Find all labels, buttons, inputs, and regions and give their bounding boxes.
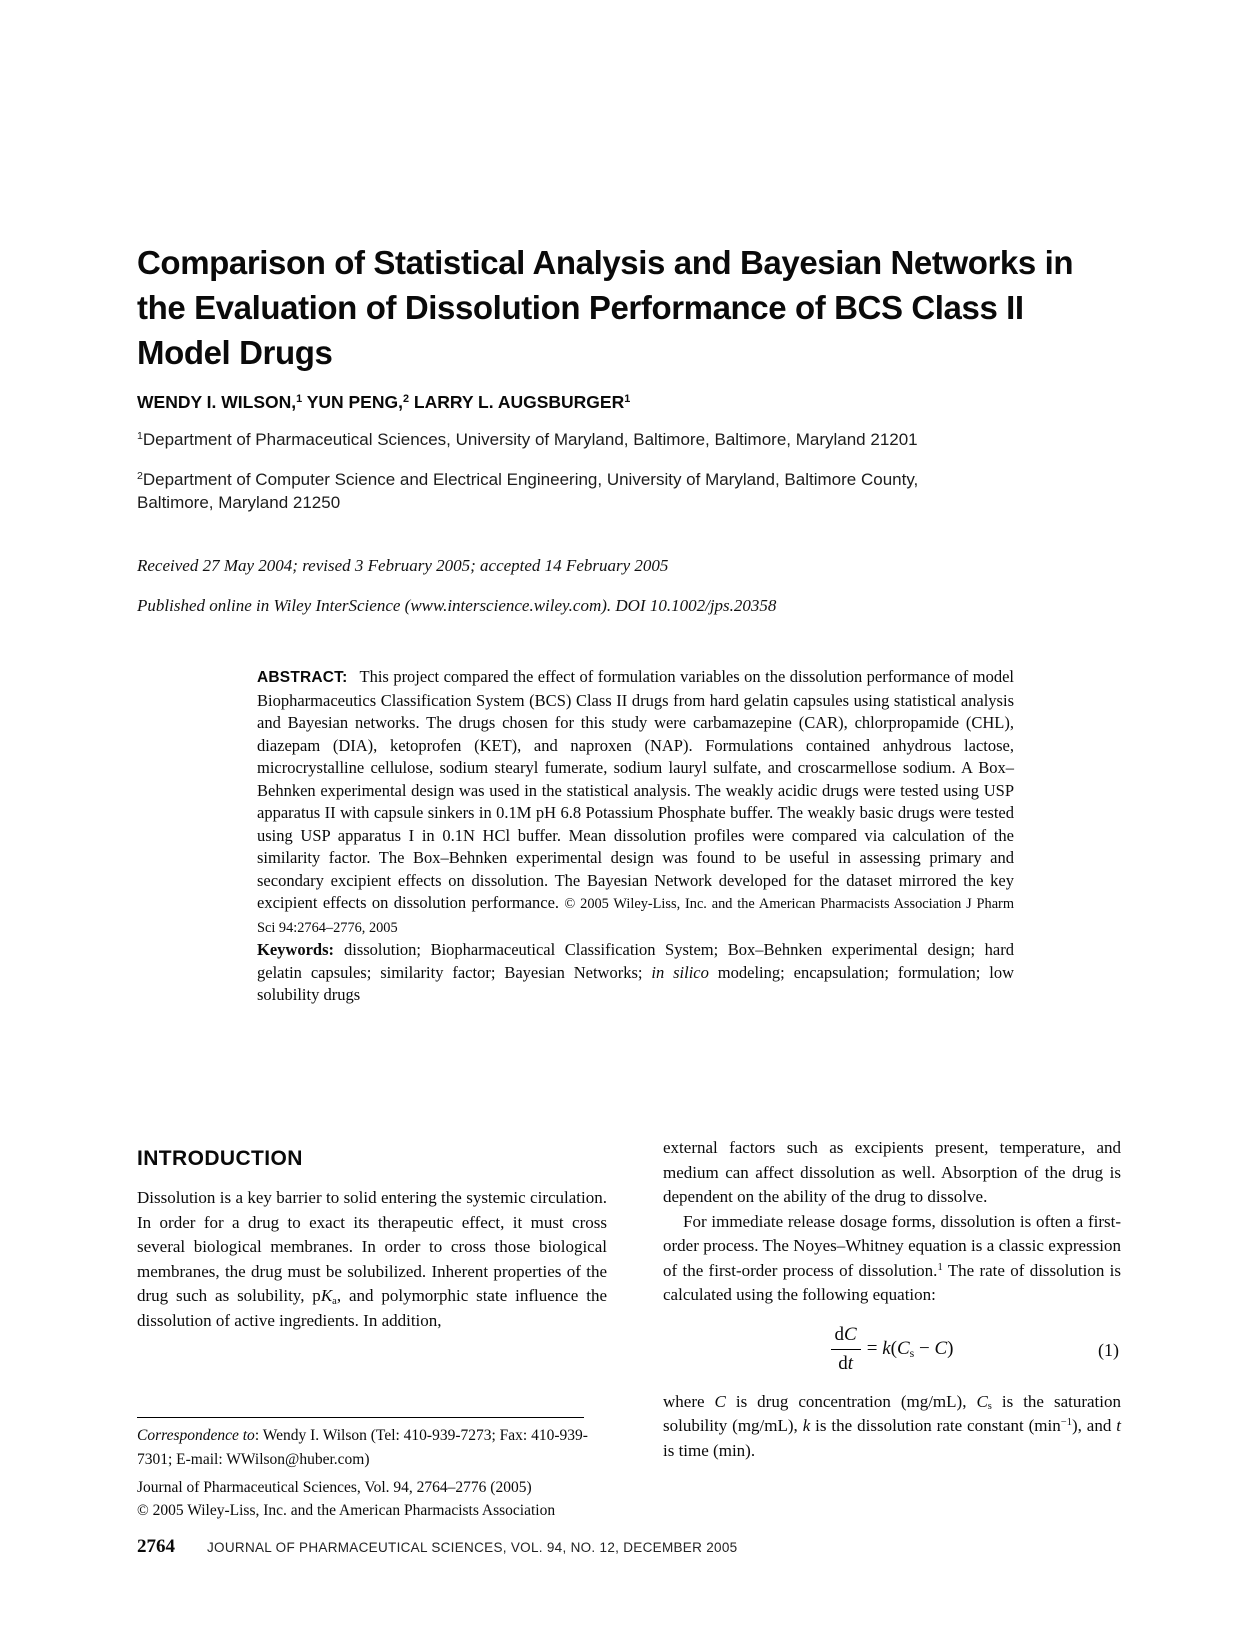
abstract-block [257, 666, 1014, 1007]
affiliation-2: $^2$Department of Computer Science and Electrical Engineering, University of Maryland, Baltimore County, Baltimore, Maryland 21250 [137, 470, 919, 512]
received-dates-line: Received 27 May 2004; revised 3 February 2005; accepted 14 February 2005 [137, 556, 669, 575]
intro-right-paragraph-1: external factors such as excipients present, temperature, and medium can affect dissolution as well. Absorption of the drug is dependent on the ability of the drug to dissolve. [663, 1138, 1121, 1206]
affiliation-1: $^1$Department of Pharmaceutical Sciences, University of Maryland, Baltimore, Baltimore, Maryland 21201 [137, 430, 918, 449]
correspondence-note: Correspondence to: Wendy I. Wilson (Tel: 410-939-7273; Fax: 410-939-7301; E-mail: WWilson@huber.com) [137, 1427, 588, 1468]
abstract-paragraph [257, 666, 1014, 939]
keywords-body: dissolution; Biopharmaceutical Classification System; Box–Behnken experimental design; hard gelatin capsules; similarity factor; Bayesian Networks; in silico modeling; encapsulation; formulation; low solubility drugs [257, 940, 1014, 1004]
page-number: 2764 [137, 1536, 175, 1557]
equation-1 [663, 1323, 1121, 1377]
abstract-label: ABSTRACT: [257, 669, 348, 686]
intro-right-paragraph-2: For immediate release dosage forms, dissolution is often a first-order process. The Noyes–Whitney equation is a classic expression of the first-order process of dissolution.$^1$ The rate of dissolution is calculated using the following equation: [663, 1211, 1121, 1304]
running-title: JOURNAL OF PHARMACEUTICAL SCIENCES, VOL. 94, NO. 12, DECEMBER 2005 [207, 1540, 738, 1555]
journal-citation-line: Journal of Pharmaceutical Sciences, Vol. 94, 2764–2776 (2005) [137, 1479, 532, 1496]
running-footer [137, 1536, 1097, 1558]
footnote-divider [137, 1417, 584, 1418]
abstract-body: This project compared the effect of formulation variables on the dissolution performance of model Biopharmaceutics Classification System (BCS) Class II drugs from hard gelatin capsules using statistical analysis and Bayesian networks. The drugs chosen for this study were carbamazepine (CAR), chlorpropamide (CHL), diazepam (DIA), ketoprofen (KET), and naproxen (NAP). Formulations contained anhydrous lactose, microcrystalline cellulose, sodium stearyl fumerate, sodium lauryl sulfate, and croscarmellose sodium. A Box–Behnken experimental design was used in the statistical analysis. The weakly acidic drugs were tested using USP apparatus II with capsule sinkers in 0.1M pH 6.8 Potassium Phosphate buffer. The weakly basic drugs were tested using USP apparatus I in 0.1N HCl buffer. Mean dissolution profiles were compared via calculation of the similarity factor. The Box–Behnken experimental design was found to be useful in assessing primary and secondary excipient effects on dissolution. The Bayesian Network developed for the dataset mirrored the key excipient effects on dissolution performance. © 2005 Wiley-Liss, Inc. and the American Pharmacists Association J Pharm Sci 94:2764–2776, 2005 [257, 667, 1014, 936]
equation-rhs: = $k(C_s - C)$ [866, 1338, 954, 1361]
section-heading-introduction: INTRODUCTION [137, 1147, 303, 1171]
intro-right-paragraph-3: where C is drug concentration (mg/mL), $C_s$ is the saturation solubility (mg/mL), k is the dissolution rate constant $(\min^{-1})$, and t is time (min). [663, 1391, 1122, 1460]
intro-left-column [137, 1186, 607, 1333]
keywords-label: Keywords: [257, 940, 334, 959]
equation-fraction [831, 1323, 861, 1377]
published-online-line: Published online in Wiley InterScience (www.interscience.wiley.com). DOI 10.1002/jps.20358 [137, 596, 777, 615]
equation-denominator: dt [838, 1353, 854, 1374]
intro-left-paragraph: Dissolution is a key barrier to solid entering the systemic circulation. In order for a drug to exact its therapeutic effect, it must cross several biological membranes. In order to cross those biological membranes, the drug must be solubilized. Inherent properties of the drug such as solubility, $pK_a$, and polymorphic state influence the dissolution of active ingredients. In addition, [137, 1188, 607, 1330]
authors-line: WENDY I. WILSON,$^1$ YUN PENG,$^2$ LARRY L. AUGSBURGER$^1$ [137, 392, 631, 412]
intro-right-column [663, 1136, 1121, 1463]
journal-copyright-line: © 2005 Wiley-Liss, Inc. and the American Pharmacists Association [137, 1502, 556, 1519]
equation-numerator: dC [831, 1323, 861, 1351]
page-title: Comparison of Statistical Analysis and Bayesian Networks in the Evaluation of Dissolution Performance of BCS Class II Model Drugs [137, 244, 1074, 372]
keywords-paragraph [257, 939, 1014, 1007]
journal-copyright-note [137, 1476, 607, 1522]
equation-number: (1) [1098, 1339, 1119, 1360]
